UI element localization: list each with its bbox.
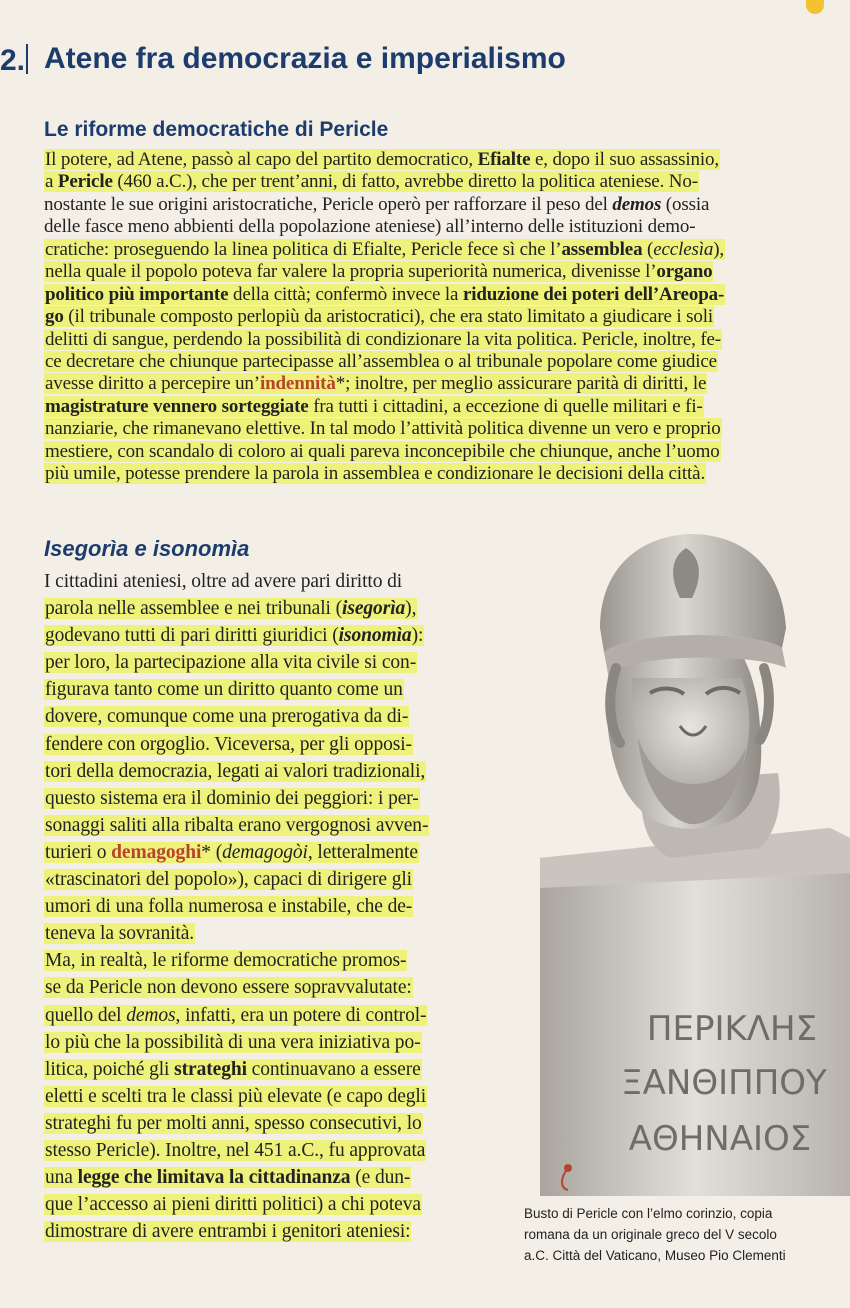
key-term: Efialte xyxy=(477,149,531,170)
text-line xyxy=(44,947,429,974)
text-run: per loro, la partecipazione alla vita civile si con- xyxy=(45,652,417,674)
inscription-line-2: ΞΑΝΘΙΠΠΟΥ xyxy=(621,1063,827,1103)
text-line xyxy=(44,1137,429,1164)
highlight xyxy=(44,1194,422,1215)
section-divider xyxy=(26,44,28,74)
text-line xyxy=(44,306,725,328)
text-run: se da Pericle non devono essere sopravvalutate: xyxy=(45,977,412,999)
paragraph-riforme xyxy=(44,149,725,486)
text-line xyxy=(44,373,725,395)
text-run: delitti di sangue, perdendo la possibilità di condizionare la vita politica. Pericle, inoltre, fe- xyxy=(45,328,721,350)
text-run: mestiere, con scandalo di coloro ai quali pareva inconcepibile che chiunque, anche l’uomo xyxy=(45,440,720,462)
text-run: litica, poiché gli xyxy=(45,1058,175,1080)
text-run: cratiche: proseguendo la linea politica di Efialte, Pericle fece sì che l’ xyxy=(45,238,562,260)
inscription-line-1: ΠΕΡΙΚΛΗΣ xyxy=(646,1009,818,1049)
text-line xyxy=(44,974,429,1001)
highlight xyxy=(44,734,413,755)
text-line xyxy=(44,920,429,947)
text-run: ), xyxy=(405,598,417,620)
text-run: (460 a.C.), che per trent’anni, di fatto, avrebbe diretto la politica ateniese. No- xyxy=(112,171,698,193)
text-run: * ( xyxy=(201,841,223,863)
text-line xyxy=(44,1056,429,1083)
text-run: umori di una folla numerosa e instabile, che de- xyxy=(45,896,413,918)
text-line xyxy=(44,1083,429,1110)
text-line xyxy=(44,1191,429,1218)
highlight xyxy=(44,171,699,192)
highlight xyxy=(44,869,413,890)
glossary-term: demagoghi xyxy=(111,841,202,863)
highlight xyxy=(44,261,713,282)
highlight xyxy=(44,351,718,372)
highlight xyxy=(44,679,404,700)
text-run: «trascinatori del popolo»), capaci di dirigere gli xyxy=(45,869,412,891)
text-line xyxy=(44,1218,429,1245)
key-term: demos xyxy=(612,193,662,215)
accent-dot xyxy=(806,0,824,14)
text-line xyxy=(44,568,429,595)
text-run: que l’accesso ai pieni diritti politici) a chi poteva xyxy=(45,1194,421,1216)
highlight xyxy=(44,652,417,673)
highlight xyxy=(44,441,721,462)
text-line xyxy=(44,676,429,703)
key-term: magistrature vennero sorteggiate xyxy=(45,395,309,417)
text-line xyxy=(44,194,725,216)
highlight xyxy=(44,923,195,944)
greek-term: ecclesìa xyxy=(653,238,714,260)
highlight xyxy=(44,1140,426,1161)
text-line xyxy=(44,261,725,283)
greek-term: demagogòi xyxy=(222,841,308,863)
text-run: ce decretare che chiunque partecipasse all’assemblea o al tribunale popolare come giudice xyxy=(45,350,717,372)
highlight xyxy=(44,239,725,260)
key-term: legge che limitava la cittadinanza xyxy=(77,1167,351,1189)
pericles-bust-image xyxy=(520,528,850,1196)
highlight xyxy=(44,1113,423,1134)
text-run: (il tribunale composto perlopiù da aristocratici), che era stato limitato a giudicare i soli xyxy=(63,306,713,328)
highlight xyxy=(44,329,722,350)
image-caption xyxy=(524,1203,850,1266)
text-run: (e dun- xyxy=(350,1167,411,1189)
glossary-term: indennità xyxy=(259,373,336,395)
text-line xyxy=(44,171,725,193)
key-term: strateghi xyxy=(174,1058,247,1080)
subsection-heading-isegoria: Isegorìa e isonomìa xyxy=(44,536,250,561)
text-line xyxy=(44,396,725,418)
inscription-line-3: ΑΘΗΝΑΙΟΣ xyxy=(628,1119,812,1159)
highlight xyxy=(44,761,426,782)
text-run: sonaggi saliti alla ribalta erano vergognosi avven- xyxy=(45,814,429,836)
text-line xyxy=(44,216,725,238)
text-run: una xyxy=(45,1167,78,1189)
text-run: godevano tutti di pari diritti giuridici ( xyxy=(45,625,339,647)
highlight xyxy=(44,373,707,394)
text-line xyxy=(44,329,725,351)
text-run: della città; confermò invece la xyxy=(228,283,463,305)
highlight xyxy=(44,1167,411,1188)
bust-inscription xyxy=(621,1009,827,1159)
text-run: lo più che la possibilità di una vera iniziativa po- xyxy=(45,1031,421,1053)
text-run: , letteralmente xyxy=(307,841,418,863)
text-run: quello del xyxy=(45,1004,127,1026)
key-term: isonomìa xyxy=(338,625,412,647)
text-run: più umile, potesse prendere la parola in assemblea e condizionare le decisioni della città. xyxy=(45,463,706,485)
highlight xyxy=(44,396,704,417)
text-line xyxy=(44,239,725,261)
text-line xyxy=(44,418,725,440)
highlight xyxy=(44,950,407,971)
text-run: e, dopo il suo assassinio, xyxy=(530,149,719,170)
caption-line: a.C. Città del Vaticano, Museo Pio Clementi xyxy=(524,1248,786,1263)
key-term: go xyxy=(45,306,64,328)
text-line xyxy=(44,703,429,730)
page-title: Atene fra democrazia e imperialismo xyxy=(44,42,566,75)
highlight xyxy=(44,815,429,836)
highlight xyxy=(44,1005,427,1026)
caption-line: romana da un originale greco del V secolo xyxy=(524,1227,777,1242)
text-line xyxy=(44,785,429,812)
text-line xyxy=(44,866,429,893)
text-line xyxy=(44,595,429,622)
highlight xyxy=(44,977,413,998)
text-run: *; inoltre, per meglio assicurare parità di diritti, le xyxy=(335,373,707,395)
highlight xyxy=(44,788,420,809)
highlight xyxy=(44,1221,411,1242)
highlight xyxy=(44,284,725,305)
text-line xyxy=(44,731,429,758)
highlight xyxy=(44,842,419,863)
text-line xyxy=(44,1002,429,1029)
text-run: avesse diritto a percepire un’ xyxy=(45,373,260,395)
highlight xyxy=(44,598,417,619)
highlight xyxy=(44,1032,422,1053)
text-run: dovere, comunque come una prerogativa da di- xyxy=(45,706,409,728)
highlight xyxy=(44,149,720,170)
paragraph-isegoria xyxy=(44,568,429,1245)
text-line xyxy=(44,839,429,866)
text-run: nostante le sue origini aristocratiche, Pericle operò per rafforzare il peso del xyxy=(44,193,613,215)
text-line xyxy=(44,463,725,485)
key-term: isegorìa xyxy=(342,598,406,620)
text-run: questo sistema era il dominio dei peggiori: i per- xyxy=(45,787,419,809)
key-term: Pericle xyxy=(57,171,113,193)
text-run: (ossia xyxy=(661,193,710,215)
text-run: teneva la sovranità. xyxy=(45,923,195,945)
highlight xyxy=(44,1059,422,1080)
text-run: figurava tanto come un diritto quanto come un xyxy=(45,679,403,701)
highlight xyxy=(44,1086,427,1107)
text-run: ( xyxy=(642,238,654,260)
text-line xyxy=(44,649,429,676)
key-term: riduzione dei poteri dell’Areopa- xyxy=(462,283,725,305)
text-line xyxy=(44,622,429,649)
highlight xyxy=(44,706,409,727)
text-run: nella quale il popolo poteva far valere la propria superiorità numerica, divenisse l’ xyxy=(45,261,657,283)
key-term: organo xyxy=(656,261,713,283)
text-line xyxy=(44,812,429,839)
highlight xyxy=(44,463,706,484)
caption-line: Busto di Pericle con l’elmo corinzio, copia xyxy=(524,1206,773,1221)
text-run: turieri o xyxy=(45,841,112,863)
section-number: 2. xyxy=(0,44,26,77)
text-line xyxy=(44,1164,429,1191)
text-run: nanziarie, che rimanevano elettive. In tal modo l’attività politica divenne un vero e proprio xyxy=(45,418,721,440)
text-run: Ma, in realtà, le riforme democratiche promos- xyxy=(45,950,407,972)
highlight xyxy=(44,896,413,917)
text-run: dimostrare di avere entrambi i genitori ateniesi: xyxy=(45,1221,411,1243)
text-run: fendere con orgoglio. Viceversa, per gli opposi- xyxy=(45,733,412,755)
text-run: Il potere, ad Atene, passò al capo del partito democratico, xyxy=(45,149,478,170)
subsection-heading-riforme: Le riforme democratiche di Pericle xyxy=(44,118,389,141)
text-run: parola nelle assemblee e nei tribunali ( xyxy=(45,598,343,620)
text-run: strateghi fu per molti anni, spesso consecutivi, lo xyxy=(45,1112,422,1134)
text-run: stesso Pericle). Inoltre, nel 451 a.C., fu approvata xyxy=(45,1139,426,1161)
text-line xyxy=(44,758,429,785)
highlight xyxy=(44,625,424,646)
text-run: a xyxy=(45,171,58,193)
text-line xyxy=(44,893,429,920)
text-run: ): xyxy=(411,625,424,647)
text-run: eletti e scelti tra le classi più elevate (e capo degli xyxy=(45,1085,427,1107)
text-line xyxy=(44,441,725,463)
text-line xyxy=(44,351,725,373)
text-run: tori della democrazia, legati ai valori tradizionali, xyxy=(45,760,426,782)
text-run: I cittadini ateniesi, oltre ad avere pari diritto di xyxy=(44,571,403,592)
pericles-bust-illustration xyxy=(520,528,850,1196)
text-line xyxy=(44,284,725,306)
text-run: fra tutti i cittadini, a eccezione di quelle militari e fi- xyxy=(308,395,703,417)
text-run: ), xyxy=(713,238,724,260)
text-run: , infatti, era un potere di control- xyxy=(175,1004,427,1026)
key-term: politico più importante xyxy=(45,283,229,305)
text-run: continuavano a essere xyxy=(246,1058,421,1080)
text-line xyxy=(44,1110,429,1137)
text-line xyxy=(44,149,725,171)
greek-term: demos xyxy=(126,1004,176,1026)
key-term: assemblea xyxy=(561,238,643,260)
text-line xyxy=(44,1029,429,1056)
highlight xyxy=(44,306,714,327)
text-run: delle fasce meno abbienti della popolazione ateniese) all’interno delle istituzioni demo- xyxy=(44,216,696,238)
highlight xyxy=(44,418,722,439)
